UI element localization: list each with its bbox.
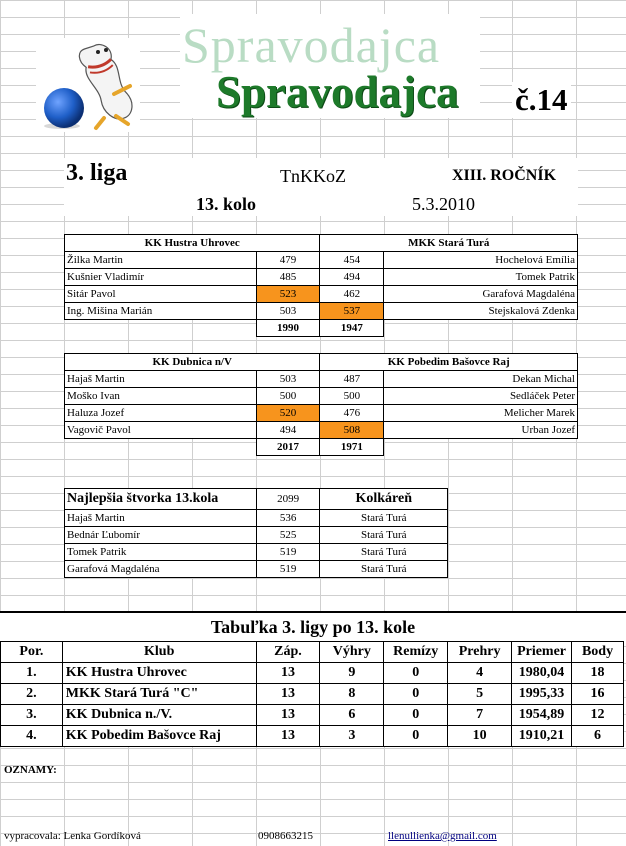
average: 1954,89	[512, 705, 572, 726]
header-cell: Priemer	[512, 642, 572, 663]
away-team: KK Pobedim Bašovce Raj	[320, 354, 578, 371]
email-link[interactable]: llenullienka@gmail.com	[388, 830, 497, 842]
player-venue: Stará Turá	[320, 527, 448, 544]
draws: 0	[384, 705, 448, 726]
table-row	[65, 544, 448, 561]
home-score: 485	[256, 269, 320, 286]
played: 13	[256, 663, 320, 684]
table-row	[1, 726, 624, 747]
away-score: 487	[320, 371, 384, 388]
prepared-by: vypracovala: Lenka Gordíková	[4, 830, 141, 842]
losses: 7	[448, 705, 512, 726]
away-player: Stejskalová Zdenka	[384, 303, 578, 320]
away-score-best: 508	[320, 422, 384, 439]
table-row	[65, 510, 448, 527]
home-score-best: 523	[256, 286, 320, 303]
away-player: Urban Jozef	[384, 422, 578, 439]
club: MKK Stará Turá "C"	[62, 684, 256, 705]
rank: 4.	[1, 726, 63, 747]
away-score: 494	[320, 269, 384, 286]
home-score: 500	[256, 388, 320, 405]
points: 6	[572, 726, 624, 747]
played: 13	[256, 726, 320, 747]
player-venue: Stará Turá	[320, 544, 448, 561]
home-score: 503	[256, 303, 320, 320]
home-player: Žilka Martin	[65, 252, 257, 269]
player-name: Tomek Patrik	[65, 544, 257, 561]
average: 1910,21	[512, 726, 572, 747]
club: KK Pobedim Bašovce Raj	[62, 726, 256, 747]
header-cell: Body	[572, 642, 624, 663]
club: KK Hustra Uhrovec	[62, 663, 256, 684]
header-cell: Por.	[1, 642, 63, 663]
home-team: KK Dubnica n/V	[65, 354, 320, 371]
away-score: 454	[320, 252, 384, 269]
table-row	[65, 388, 578, 405]
wins: 6	[320, 705, 384, 726]
table-row	[65, 422, 578, 439]
standings-section	[0, 611, 626, 747]
standings-table	[0, 641, 624, 747]
best-four-total: 2099	[256, 489, 320, 510]
header-cell: Výhry	[320, 642, 384, 663]
player-venue: Stará Turá	[320, 510, 448, 527]
home-total: 2017	[256, 439, 320, 456]
away-score: 500	[320, 388, 384, 405]
home-team: KK Hustra Uhrovec	[65, 235, 320, 252]
header-cell: Remízy	[384, 642, 448, 663]
away-player: Garafová Magdaléna	[384, 286, 578, 303]
losses: 10	[448, 726, 512, 747]
points: 12	[572, 705, 624, 726]
home-player: Ing. Mišina Marián	[65, 303, 257, 320]
losses: 5	[448, 684, 512, 705]
phone-number: 0908663215	[258, 830, 313, 842]
player-score: 519	[256, 561, 320, 578]
ghost-title: Spravodajca	[182, 17, 441, 73]
issue-number: č.14	[512, 82, 571, 118]
home-player: Hajaš Martin	[65, 371, 257, 388]
rank: 3.	[1, 705, 63, 726]
table-row	[65, 561, 448, 578]
notices-label: OZNAMY:	[4, 764, 57, 776]
player-score: 525	[256, 527, 320, 544]
match-2-table	[64, 353, 578, 456]
newsletter-title: Spravodajca	[216, 67, 459, 117]
away-player: Dekan Michal	[384, 371, 578, 388]
draws: 0	[384, 726, 448, 747]
round: 13. kolo	[196, 194, 257, 214]
rank: 1.	[1, 663, 63, 684]
player-name: Bednár Ľubomír	[65, 527, 257, 544]
table-row	[65, 269, 578, 286]
home-total: 1990	[256, 320, 320, 337]
best-four-table	[64, 488, 448, 578]
home-player: Kušnier Vladimír	[65, 269, 257, 286]
player-name: Hajaš Martin	[65, 510, 257, 527]
away-score: 476	[320, 405, 384, 422]
standings-title: Tabuľka 3. ligy po 13. kole	[0, 611, 626, 641]
played: 13	[256, 684, 320, 705]
player-score: 536	[256, 510, 320, 527]
ball-icon	[44, 88, 84, 128]
away-score: 462	[320, 286, 384, 303]
bowling-pin-icon	[36, 38, 140, 132]
match-1-table	[64, 234, 578, 337]
home-player: Moško Ivan	[65, 388, 257, 405]
league-name: 3. liga	[66, 160, 128, 186]
bowling-logo	[36, 38, 140, 132]
table-row	[65, 371, 578, 388]
table-row	[65, 405, 578, 422]
home-player: Sitár Pavol	[65, 286, 257, 303]
away-team: MKK Stará Turá	[320, 235, 578, 252]
table-row	[65, 252, 578, 269]
club: KK Dubnica n./V.	[62, 705, 256, 726]
table-row	[1, 663, 624, 684]
home-player: Vagovič Pavol	[65, 422, 257, 439]
away-total: 1947	[320, 320, 384, 337]
player-name: Garafová Magdaléna	[65, 561, 257, 578]
table-row	[65, 527, 448, 544]
away-player: Melicher Marek	[384, 405, 578, 422]
home-score: 494	[256, 422, 320, 439]
home-score: 503	[256, 371, 320, 388]
table-row	[65, 286, 578, 303]
table-row	[1, 705, 624, 726]
player-score: 519	[256, 544, 320, 561]
wins: 3	[320, 726, 384, 747]
best-four-title: Najlepšia štvorka 13.kola	[65, 489, 257, 510]
points: 16	[572, 684, 624, 705]
header-cell: Klub	[62, 642, 256, 663]
player-venue: Stará Turá	[320, 561, 448, 578]
standings-header-row	[1, 642, 624, 663]
header-cell: Záp.	[256, 642, 320, 663]
away-total: 1971	[320, 439, 384, 456]
average: 1995,33	[512, 684, 572, 705]
away-player: Hochelová Emília	[384, 252, 578, 269]
home-score-best: 520	[256, 405, 320, 422]
rank: 2.	[1, 684, 63, 705]
away-player: Tomek Patrik	[384, 269, 578, 286]
wins: 8	[320, 684, 384, 705]
table-row	[1, 684, 624, 705]
header-cell: Prehry	[448, 642, 512, 663]
match-date: 5.3.2010	[412, 194, 475, 214]
wins: 9	[320, 663, 384, 684]
away-score-best: 537	[320, 303, 384, 320]
played: 13	[256, 705, 320, 726]
table-row	[65, 303, 578, 320]
away-player: Sedláček Peter	[384, 388, 578, 405]
organizer: TnKKoZ	[280, 166, 346, 186]
home-player: Haluza Jozef	[65, 405, 257, 422]
venue-header: Kolkáreň	[320, 489, 448, 510]
home-score: 479	[256, 252, 320, 269]
draws: 0	[384, 684, 448, 705]
draws: 0	[384, 663, 448, 684]
points: 18	[572, 663, 624, 684]
average: 1980,04	[512, 663, 572, 684]
losses: 4	[448, 663, 512, 684]
season: XIII. ROČNÍK	[452, 167, 557, 184]
